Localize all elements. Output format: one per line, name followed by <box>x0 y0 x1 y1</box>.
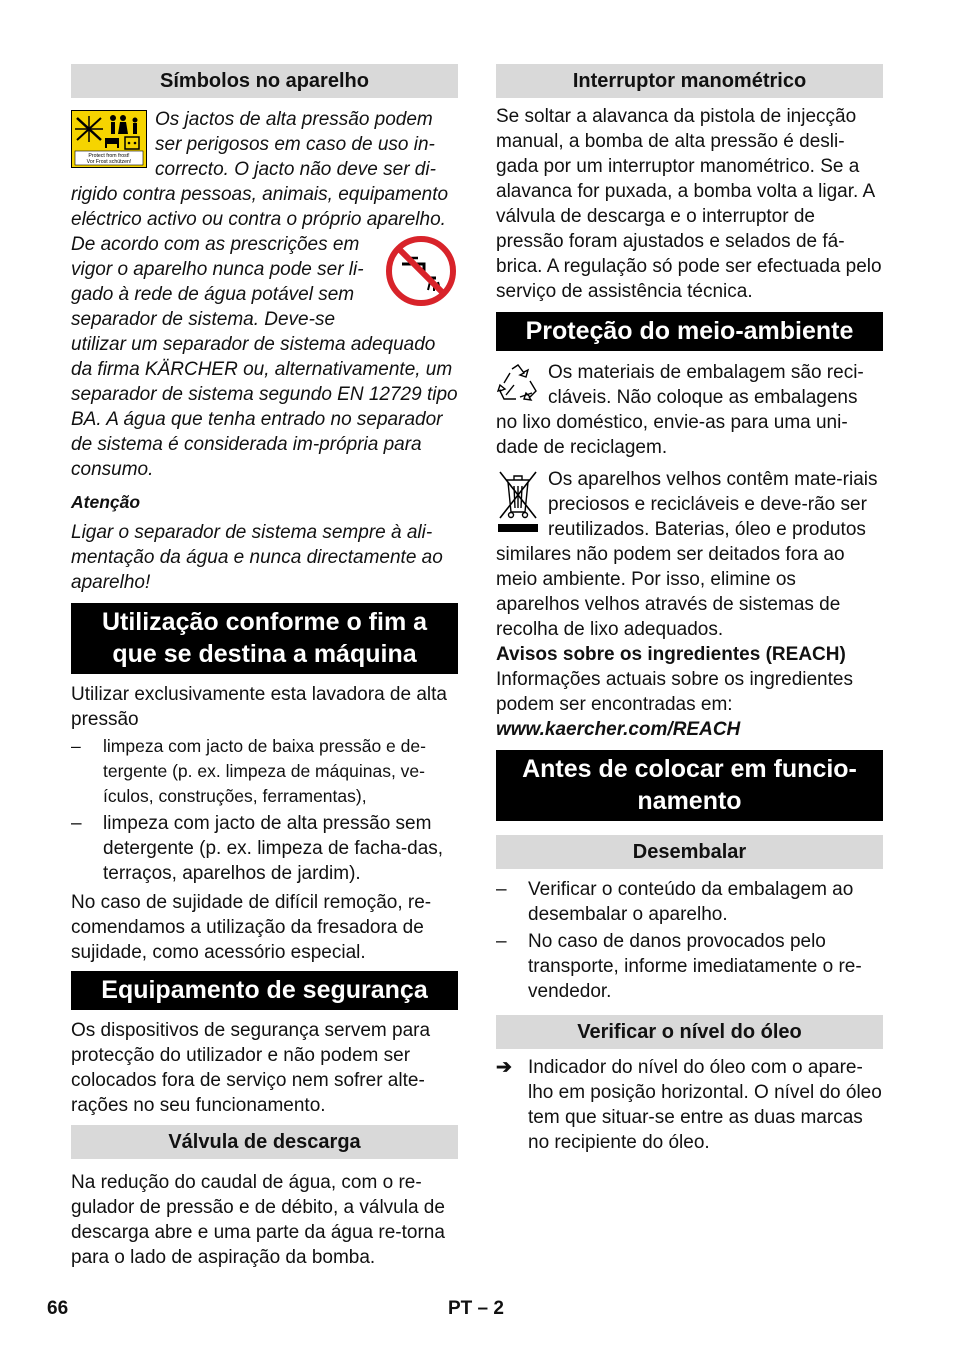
start-heading: Antes de colocar em funcio-namento <box>496 750 883 821</box>
unpack-item-2: – No caso de danos provocados pelo transporte, informe imediatamente o re-vendedor. <box>496 929 883 1004</box>
frost-label-1: Protect from frost! <box>88 153 130 159</box>
no-potable-water-icon <box>384 234 458 308</box>
env-heading: Proteção do meio-ambiente <box>496 312 883 351</box>
oil-heading: Verificar o nível do óleo <box>496 1015 883 1049</box>
env-text-1: Os materiais de embalagem são reci-cláveis. Não coloque as embalagens no lixo doméstico, envie-as para uma uni-dade de reciclagem. <box>496 362 864 458</box>
usage-heading: Utilização conforme o fim a que se destina a máquina <box>71 603 458 674</box>
recycling-block <box>496 360 883 460</box>
right-column <box>496 64 883 1155</box>
symbols-heading: Símbolos no aparelho <box>71 64 458 98</box>
warning-symbols-icon <box>71 110 147 168</box>
valve-heading: Válvula de descarga <box>71 1125 458 1159</box>
potable-water-block <box>71 232 458 482</box>
usage-intro: Utilizar exclusivamente esta lavadora de alta pressão <box>71 684 447 730</box>
usage-outro: No caso de sujidade de difícil remoção, re-comendamos a utilização da fresadora de sujidade, como acessório especial. <box>71 892 432 963</box>
symbols-text-2: De acordo com as prescrições em vigor o aparelho nunca pode ser li-gado à rede de água potável sem separador de sistema. Deve-se utilizar um separador de sistema adequado da firma KÄRCHER ou, alternativamente, um separador de sistema segundo EN 12729 tipo BA. A água que tenha entrado no separador de sistema é considerada im-própria para consumo. <box>71 234 458 480</box>
switch-text: Se soltar a alavanca da pistola de injecção manual, a bomba de alta pressão é desli-gada por um interruptor manométrico. Se a alavanca for puxada, a bomba volta a ligar. A válvula de descarga e o interruptor de pressão foram ajustados e selados de fá-brica. A regulação só pode ser efectuada pelo serviço de assistência técnica. <box>496 106 882 302</box>
safety-heading: Equipamento de segurança <box>71 971 458 1010</box>
weee-block <box>496 467 883 642</box>
arrow-right-icon: ➔ <box>496 1057 512 1078</box>
oil-text: Indicador do nível do óleo com o apare-lho em posição horizontal. O nível do óleo tem que situar-se entre as duas marcas no recipiente do óleo. <box>528 1057 882 1153</box>
symbols-text-1: Os jactos de alta pressão podem ser perigosos em caso de uso in-correcto. O jacto não deve ser di-rigido contra pessoas, animais, equipamento eléctrico activo ou contra o próprio aparelho. <box>71 109 449 230</box>
page-label: PT – 2 <box>448 1298 504 1319</box>
reach-link[interactable]: www.kaercher.com/REACH <box>496 719 741 740</box>
unpack-heading: Desembalar <box>496 835 883 869</box>
unpack-list <box>496 877 883 1004</box>
symbols-block <box>71 107 458 232</box>
crossed-bin-icon <box>496 470 540 534</box>
frost-label-2: Vor Frost schützen! <box>86 159 132 165</box>
page-number: 66 <box>47 1298 69 1319</box>
env-text-2: Os aparelhos velhos contêm mate-riais preciosos e recicláveis e deve-rão ser reutilizados. Baterias, óleo e produtos similares não podem ser deitados fora ao meio ambiente. Por isso, elimine os aparelhos velhos através de sistemas de recolha de lixo adequados. <box>496 469 878 640</box>
usage-item-2: – limpeza com jacto de alta pressão sem detergente (p. ex. limpeza de facha-das, terraços, aparelhos de jardim). <box>71 811 458 886</box>
safety-text: Os dispositivos de segurança servem para protecção do utilizador e não podem ser colocados fora de serviço nem sofrer alte-rações no seu funcionamento. <box>71 1020 431 1116</box>
usage-list <box>71 734 458 886</box>
attention-label: Atenção <box>71 492 141 512</box>
usage-item-1: – limpeza com jacto de baixa pressão e de-tergente (p. ex. limpeza de máquinas, ve-ículos, construções, ferramentas), <box>71 734 458 809</box>
left-column <box>71 64 458 1270</box>
attention-text: Ligar o separador de sistema sempre à ali-mentação da água e nunca directamente ao aparelho! <box>71 522 443 593</box>
reach-text: Informações actuais sobre os ingredientes podem ser encontradas em: <box>496 669 853 715</box>
recycling-icon <box>496 363 540 403</box>
reach-heading: Avisos sobre os ingredientes (REACH) <box>496 644 846 665</box>
switch-heading: Interruptor manométrico <box>496 64 883 98</box>
oil-item <box>496 1055 883 1155</box>
valve-text: Na redução do caudal de água, com o re-gulador de pressão e de débito, a válvula de descarga abre e uma parte da água re-torna para o lado de aspiração da bomba. <box>71 1172 445 1268</box>
unpack-item-1: – Verificar o conteúdo da embalagem ao desembalar o aparelho. <box>496 877 883 927</box>
